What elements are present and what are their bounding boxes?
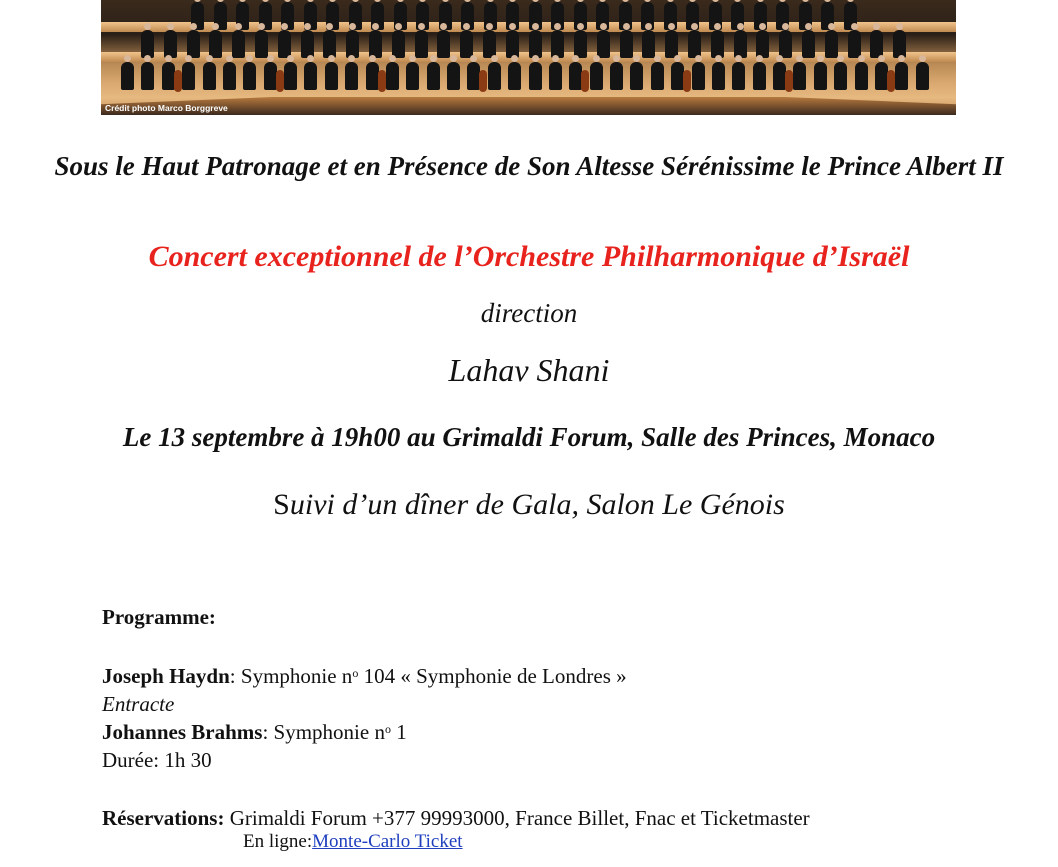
- programme-item-haydn: [102, 664, 627, 689]
- musician-silhouette: [551, 30, 564, 58]
- musician-silhouette: [793, 62, 806, 90]
- musician-silhouette: [278, 30, 291, 58]
- musician-silhouette: [223, 62, 236, 90]
- musician-silhouette: [630, 62, 643, 90]
- musician-silhouette: [802, 30, 815, 58]
- reservations-line: [102, 806, 810, 831]
- musician-silhouette: [692, 62, 705, 90]
- musician-silhouette: [141, 62, 154, 90]
- musician-silhouette: [121, 62, 134, 90]
- cello-shape: [581, 70, 589, 92]
- musician-silhouette: [732, 62, 745, 90]
- musician-silhouette: [366, 62, 379, 90]
- musician-silhouette: [304, 62, 317, 90]
- photo-credit: Crédit photo Marco Borggreve: [105, 103, 228, 113]
- reservations-label: Réservations:: [102, 806, 225, 830]
- musician-silhouette: [712, 62, 725, 90]
- musician-silhouette: [141, 30, 154, 58]
- musician-silhouette: [529, 30, 542, 58]
- gala-text: uivi d’un dîner de Gala, Salon Le Génois: [289, 488, 785, 521]
- work-title: Symphonie $n^o$ 104 « Symphonie de Londres »: [240, 664, 627, 688]
- musician-silhouette: [814, 62, 827, 90]
- musician-silhouette: [325, 62, 338, 90]
- musician-silhouette: [415, 30, 428, 58]
- musician-silhouette: [346, 30, 359, 58]
- musician-silhouette: [610, 62, 623, 90]
- musician-silhouette: [529, 62, 542, 90]
- musician-silhouette: [574, 30, 587, 58]
- musician-silhouette: [893, 30, 906, 58]
- musician-silhouette: [345, 62, 358, 90]
- musician-silhouette: [855, 62, 868, 90]
- monte-carlo-ticket-link[interactable]: Monte-Carlo Ticket: [312, 831, 463, 852]
- musician-silhouette: [870, 30, 883, 58]
- online-line: [243, 831, 463, 853]
- musician-silhouette: [508, 62, 521, 90]
- musician-silhouette: [688, 30, 701, 58]
- musician-silhouette: [243, 62, 256, 90]
- separator: :: [262, 720, 274, 744]
- cello-shape: [683, 70, 691, 92]
- composer-name: Johannes Brahms: [102, 720, 263, 744]
- cello-shape: [276, 70, 284, 92]
- musician-silhouette: [590, 62, 603, 90]
- musician-silhouette: [825, 30, 838, 58]
- musician-silhouette: [232, 30, 245, 58]
- musician-silhouette: [711, 30, 724, 58]
- reservations-text: Grimaldi Forum +377 99993000, France Billet, Fnac et Ticketmaster: [229, 806, 810, 830]
- work-title: Symphonie $n^o$ 1: [273, 720, 407, 744]
- musician-silhouette: [875, 62, 888, 90]
- cello-shape: [174, 70, 182, 92]
- cello-shape: [887, 70, 895, 92]
- musician-silhouette: [437, 30, 450, 58]
- musician-silhouette: [734, 30, 747, 58]
- musician-silhouette: [834, 62, 847, 90]
- musician-silhouette: [203, 62, 216, 90]
- musician-silhouette: [164, 30, 177, 58]
- cello-shape: [378, 70, 386, 92]
- musician-silhouette: [895, 62, 908, 90]
- programme-heading: Programme:: [102, 605, 216, 629]
- musician-silhouette: [427, 62, 440, 90]
- stage-edge: [101, 97, 956, 115]
- musician-silhouette: [162, 62, 175, 90]
- musician-silhouette: [916, 62, 929, 90]
- musician-silhouette: [642, 30, 655, 58]
- composer-name: Joseph Haydn: [102, 664, 230, 688]
- musician-silhouette: [369, 30, 382, 58]
- musician-silhouette: [488, 62, 501, 90]
- musician-silhouette: [753, 62, 766, 90]
- gala-dinner-line: [0, 488, 1058, 522]
- programme-interval: Entracte: [102, 692, 175, 716]
- programme-item-brahms: [102, 720, 407, 745]
- musician-silhouette: [182, 62, 195, 90]
- programme-duration: Durée: 1h 30: [102, 748, 212, 772]
- musician-silhouette: [506, 30, 519, 58]
- date-venue: Le 13 septembre à 19h00 au Grimaldi Forum, Salle des Princes, Monaco: [122, 422, 936, 452]
- musician-silhouette: [284, 62, 297, 90]
- gala-first-letter: S: [273, 488, 290, 521]
- online-label: En ligne:: [243, 831, 313, 852]
- musician-silhouette: [406, 62, 419, 90]
- conductor-name: Lahav Shani: [448, 352, 610, 388]
- direction-label: direction: [480, 298, 578, 328]
- musician-silhouette: [386, 62, 399, 90]
- musician-silhouette: [848, 30, 861, 58]
- concert-title: Concert exceptionnel de l’Orchestre Philharmonique d’Israël: [148, 240, 910, 273]
- patronage-line: Sous le Haut Patronage et en Présence de Son Altesse Sérénissime le Prince Albert II: [54, 151, 1004, 181]
- musician-silhouette: [483, 30, 496, 58]
- musician-silhouette: [779, 30, 792, 58]
- musician-silhouette: [620, 30, 633, 58]
- musician-silhouette: [301, 30, 314, 58]
- orchestra-photo: [101, 0, 956, 115]
- musician-silhouette: [597, 30, 610, 58]
- musician-silhouette: [756, 30, 769, 58]
- separator: :: [229, 664, 241, 688]
- musician-silhouette: [264, 62, 277, 90]
- cello-shape: [785, 70, 793, 92]
- musician-silhouette: [549, 62, 562, 90]
- musician-silhouette: [665, 30, 678, 58]
- musician-silhouette: [447, 62, 460, 90]
- cello-shape: [479, 70, 487, 92]
- musician-silhouette: [651, 62, 664, 90]
- musician-silhouette: [255, 30, 268, 58]
- musician-silhouette: [392, 30, 405, 58]
- musician-silhouette: [209, 30, 222, 58]
- musician-silhouette: [460, 30, 473, 58]
- musician-silhouette: [187, 30, 200, 58]
- musician-silhouette: [323, 30, 336, 58]
